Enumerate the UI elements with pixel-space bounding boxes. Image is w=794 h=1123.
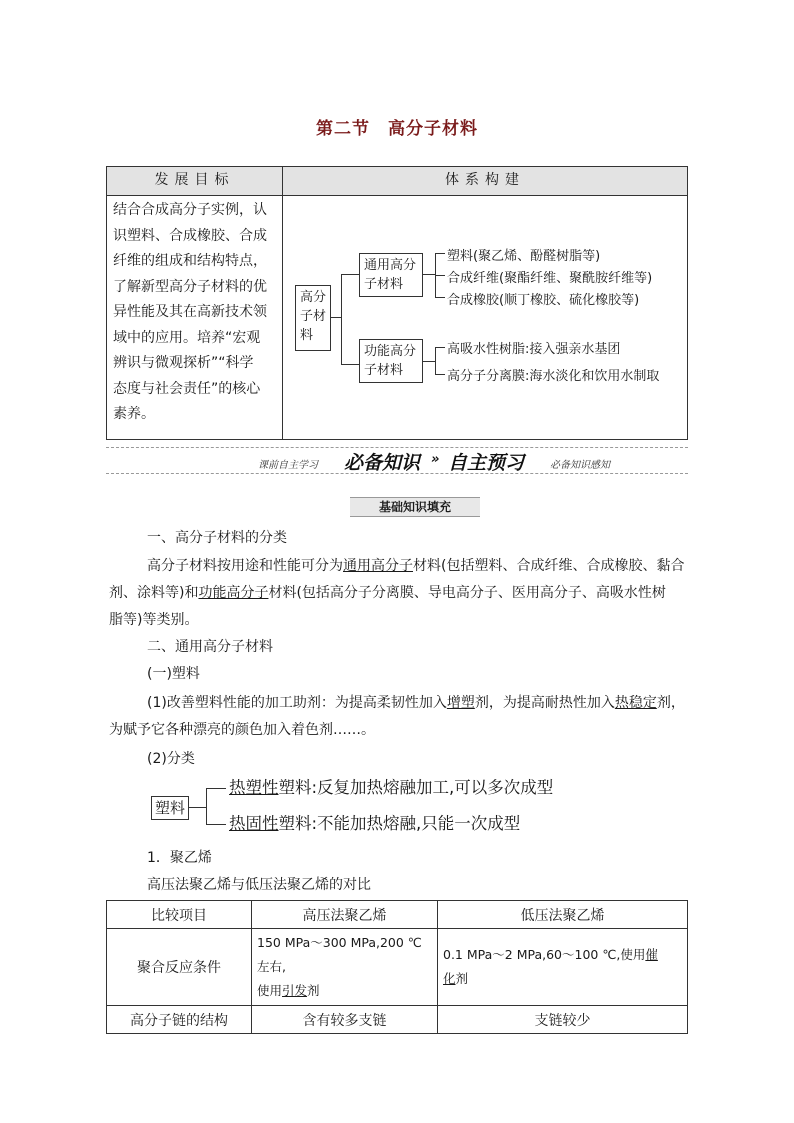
banner-title-2: 自主预习 [448,452,525,474]
plastic-box: 塑料 [151,796,189,820]
paragraph [147,690,685,716]
connector [435,374,445,375]
answer-blank: 引发 [282,983,308,998]
text: 使用 [257,983,283,998]
goal-line: 结合合成高分子实例，认 [113,202,267,218]
banner-right-text: 必备知识感知 [550,460,610,471]
text: 塑料:反复加热熔融加工,可以多次成型 [278,778,554,797]
paragraph [147,553,684,579]
text: 剂， [656,695,685,711]
table-row [107,1006,688,1034]
heading-general: 二、通用高分子材料 [147,639,273,655]
connector [423,361,435,362]
diagram-general-box [359,253,423,297]
goal-line: 异性能及其在高新技术领 [113,304,267,320]
text: 材料(包括高分子分离膜、导电高分子、医用高分子、高吸水性树 [268,585,666,601]
section-name: 高分子材料 [388,119,478,139]
answer-blank: 功能高分子 [198,585,269,601]
goal-line: 素养。 [113,406,155,422]
text: 剂，为提高耐热性加入 [474,695,615,711]
goal-line: 纤维的组成和结构特点， [113,253,267,269]
answer-blank: 化 [443,971,456,986]
root-line: 子材 [300,309,327,324]
table-header-row [107,901,688,929]
text: 塑料:不能加热熔融,只能一次成型 [278,814,521,833]
paragraph [109,580,666,606]
table-cell: 支链较少 [438,1006,688,1034]
connector [188,807,206,808]
paragraph: 为赋予它各种漂亮的颜色加入着色剂……。 [109,722,375,738]
functional-item: 高分子分离膜:海水淡化和饮用水制取 [447,369,660,384]
heading-plastic: (一)塑料 [147,666,200,682]
section-tag: 基础知识填充 [350,497,480,517]
answer-blank: 热塑性 [229,778,279,797]
connector [435,275,445,276]
functional-line: 子材料 [364,363,404,378]
header-cell: 高压法聚乙烯 [252,901,438,929]
general-item: 合成纤维(聚酯纤维、聚酰胺纤维等) [447,271,653,286]
chevron-right-icon: » [431,452,440,467]
table-cell [438,929,688,1006]
page-title [0,114,794,139]
connector [331,317,341,318]
answer-blank: 通用高分子 [343,558,413,574]
root-line: 高分 [300,290,327,305]
text: 高分子材料按用途和性能可分为 [147,558,343,574]
thermoset-line [229,811,520,837]
text: 剂、涂料等)和 [109,585,199,601]
connector [435,297,445,298]
table-divider [282,167,283,439]
connector [341,274,359,275]
goals-text [113,198,279,428]
goals-table-header [107,167,687,196]
text: 材料(包括塑料、合成纤维、合成橡胶、黏合 [413,558,685,574]
connector [435,253,445,254]
text: 剂 [455,971,469,986]
answer-blank: 增塑 [446,695,475,711]
table-caption: 高压法聚乙烯与低压法聚乙烯的对比 [147,877,371,893]
paragraph: 脂等)等类别。 [109,612,199,628]
functional-line: 功能高分 [364,344,417,359]
table-cell: 含有较多支链 [252,1006,438,1034]
connector [435,347,436,374]
text: 剂 [307,983,320,998]
answer-blank: 热稳定 [614,695,657,711]
text: (1)改善塑料性能的加工助剂：为提高柔韧性加入 [147,695,447,711]
general-line: 通用高分 [364,258,417,273]
banner-title-1: 必备知识 [344,452,421,474]
banner-left-text: 课前自主学习 [258,460,318,471]
heading-categories: (2)分类 [147,751,195,767]
table-row [107,929,688,1006]
goal-line: 识塑料、合成橡胶、合成 [113,227,267,244]
header-goals: 发展目标 [154,172,235,188]
general-item: 塑料(聚乙烯、酚醛树脂等) [447,249,601,264]
connector [435,347,445,348]
connector [206,788,226,789]
answer-blank: 热固性 [229,814,279,833]
root-line: 料 [300,328,314,343]
diagram-root-box [295,285,331,351]
general-line: 子材料 [364,277,404,292]
text: 150 MPa～300 MPa,200 ℃左右, [257,935,422,974]
goal-line: 了解新型高分子材料的优 [113,278,267,295]
connector [206,824,226,825]
banner-rule [106,473,688,474]
row-label: 聚合反应条件 [107,929,252,1006]
heading-polyethylene: 1．聚乙烯 [147,850,212,866]
connector [341,364,359,365]
goal-line: 域中的应用。培养“宏观 [113,329,261,346]
section-number: 第二节 [316,119,370,139]
connector [341,274,342,364]
row-label: 高分子链的结构 [107,1006,252,1034]
section-banner [106,448,688,472]
goal-line: 态度与社会责任”的核心 [113,380,261,397]
diagram-functional-box [359,339,423,383]
text: 0.1 MPa～2 MPa,60～100 ℃,使用 [443,947,646,962]
heading-classification: 一、高分子材料的分类 [147,530,287,546]
functional-item: 高吸水性树脂:接入强亲水基团 [447,342,621,357]
answer-blank: 催 [645,947,658,962]
goals-table [106,166,688,440]
goal-line: 辨识与微观探析”“科学 [113,355,254,371]
table-cell [252,929,438,1006]
thermoplastic-line [229,775,553,801]
connector [423,274,435,275]
header-system: 体系构建 [445,172,525,188]
general-item: 合成橡胶(顺丁橡胶、硫化橡胶等) [447,293,640,308]
header-cell: 低压法聚乙烯 [438,901,688,929]
header-cell: 比较项目 [107,901,252,929]
connector [206,788,207,824]
comparison-table [106,900,688,1034]
